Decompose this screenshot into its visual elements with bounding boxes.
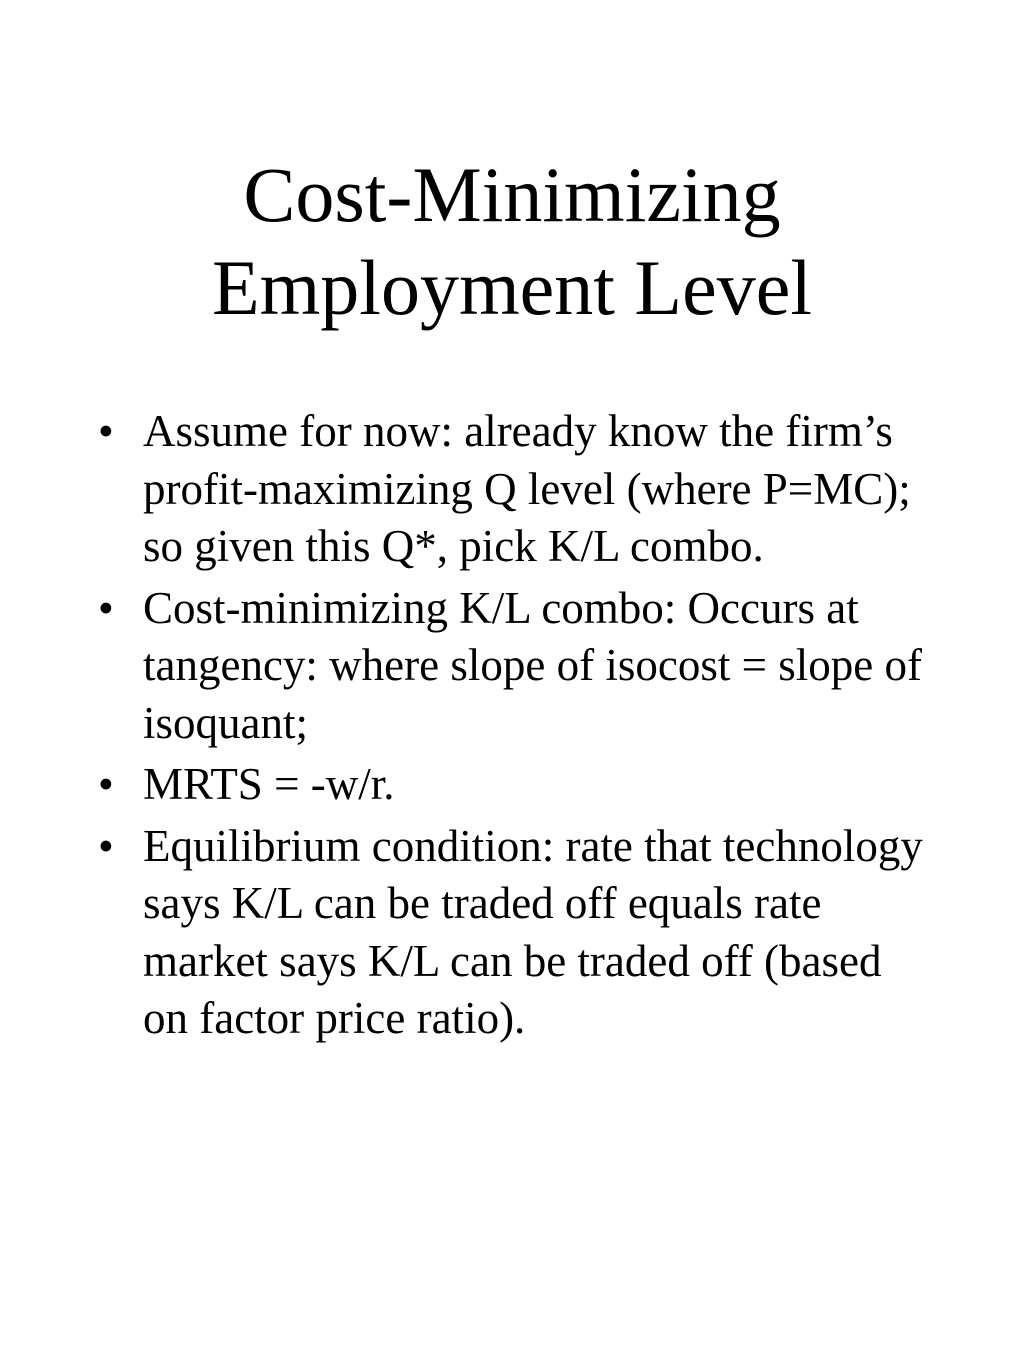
bullet-marker: • bbox=[98, 820, 114, 871]
bullet-marker: • bbox=[98, 406, 114, 456]
bullet-item-equilibrium bbox=[0, 818, 1024, 1048]
bullet-list bbox=[0, 403, 1024, 1052]
bullet-marker: • bbox=[98, 582, 114, 633]
slide-title-line-1: Cost-Minimizing bbox=[243, 151, 781, 238]
bullet-item-mrts bbox=[0, 756, 1024, 814]
bullet-item-assume bbox=[0, 403, 1024, 576]
slide-title bbox=[0, 148, 1024, 334]
bullet-text: Assume for now: already know the firm’s profit-maximizing Q level (where P=MC); so given this Q*, pick K/L combo. bbox=[143, 406, 911, 571]
bullet-text: MRTS = -w/r. bbox=[143, 759, 395, 809]
bullet-text: Equilibrium condition: rate that technology says K/L can be traded off equals rate market says K/L can be traded off (based on factor price ratio). bbox=[143, 820, 923, 1043]
bullet-item-cost-minimizing bbox=[0, 580, 1024, 753]
slide-title-line-2: Employment Level bbox=[211, 244, 812, 331]
bullet-marker: • bbox=[98, 759, 114, 809]
bullet-text: Cost-minimizing K/L combo: Occurs at tangency: where slope of isocost = slope of isoquant; bbox=[143, 582, 922, 748]
